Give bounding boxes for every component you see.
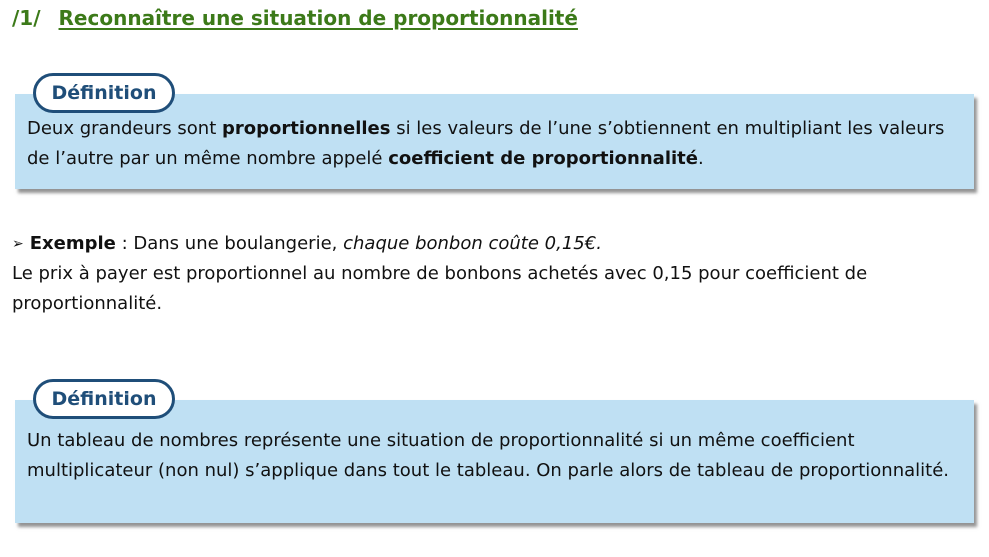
section-title: Reconnaître une situation de proportionnalité — [58, 6, 578, 30]
definition-label: Définition — [33, 73, 175, 113]
example-intro: : Dans une boulangerie, — [115, 233, 344, 254]
definition-text-part: si les valeurs de l’une s’obtiennent en multipliant les valeurs de l’autre par un même nombre appelé — [27, 118, 945, 169]
definition-text-part: . — [697, 148, 704, 169]
example-label: Exemple — [29, 233, 116, 254]
example-statement: chaque bonbon coûte 0,15€. — [343, 233, 602, 254]
definition-term: coefficient de proportionnalité — [388, 148, 698, 169]
arrow-icon: ➢ — [12, 236, 24, 252]
section-heading — [12, 6, 578, 30]
definition-text-part: Deux grandeurs sont — [27, 118, 222, 139]
definition-text — [27, 114, 960, 174]
example-block — [12, 229, 977, 319]
example-line — [12, 229, 977, 259]
definition-text: Un tableau de nombres représente une situation de proportionnalité si un même coefficient multiplicateur (non nul) s’applique dans tout le tableau. On parle alors de tableau de proportionnalité. — [27, 430, 949, 481]
example-explanation: Le prix à payer est proportionnel au nombre de bonbons achetés avec 0,15 pour coefficient de proportionnalité. — [12, 263, 868, 314]
section-number: /1/ — [12, 6, 41, 30]
definition-label: Définition — [33, 379, 175, 419]
definition-term: proportionnelles — [221, 118, 391, 139]
